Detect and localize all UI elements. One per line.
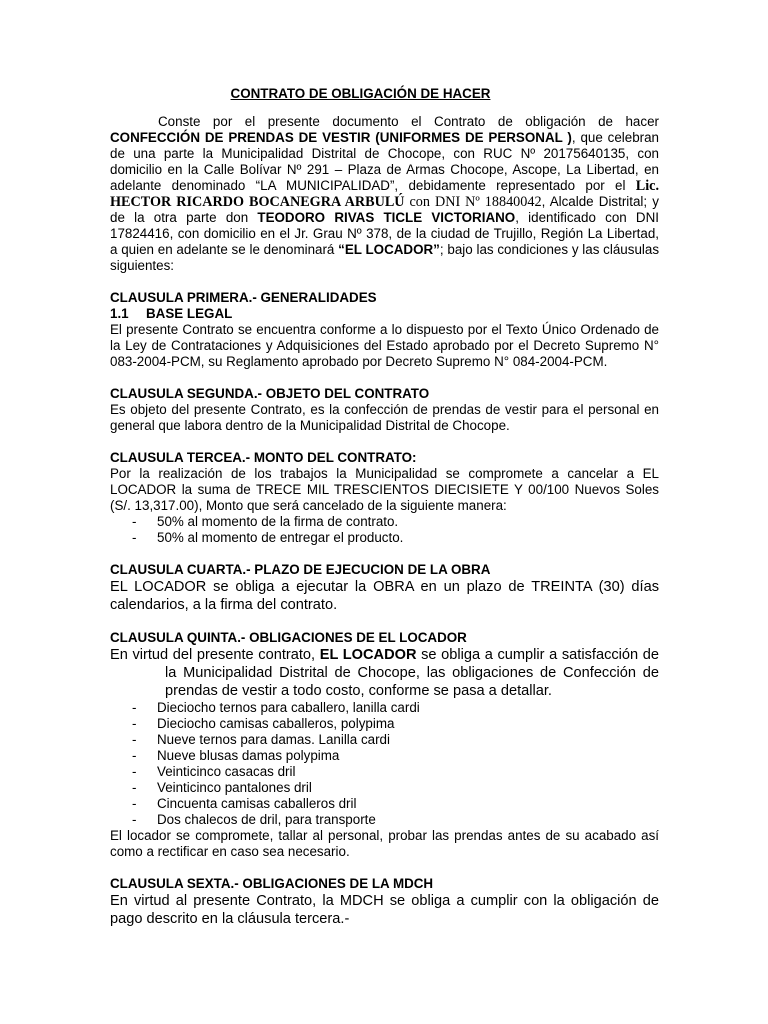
clause-1-subheading [110, 306, 659, 322]
clause-1-sub-number: 1.1 [110, 306, 129, 321]
clause-4-text: EL LOCADOR se obliga a ejecutar la OBRA en un plazo de TREINTA (30) días calendarios, a la firma del contrato. [110, 579, 659, 613]
list-item: - Dos chalecos de dril, para transporte [110, 812, 659, 828]
list-item: - Nueve blusas damas polypima [110, 748, 659, 764]
locador-alias: “EL LOCADOR” [338, 242, 440, 257]
payment-list [110, 514, 659, 546]
intro-text-5: ; bajo las condiciones y las cláusulas siguientes: [110, 242, 660, 273]
contract-object: CONFECCIÓN DE PRENDAS DE VESTIR (UNIFORMES DE PERSONAL ) [110, 130, 572, 145]
intro-text-3: , Alcalde Distrital; y de la otra parte don [110, 194, 659, 225]
document-body [110, 86, 659, 928]
clause-1-text: El presente Contrato se encuentra conforme a lo dispuesto por el Texto Único Ordenado de la Ley de Contrataciones y Adquisiciones del Estado aprobado por el Decreto Supremo N° 083-2004-PCM, su Reglamento aprobado por Decreto Supremo N° 084-2004-PCM. [110, 322, 659, 369]
intro-text-1: Conste por el presente documento el Contrato de obligación de hacer [158, 114, 659, 129]
clause-2-heading: CLAUSULA SEGUNDA.- OBJETO DEL CONTRATO [110, 386, 430, 401]
clause-1-heading: CLAUSULA PRIMERA.- GENERALIDADES [110, 290, 377, 305]
clause-3-text: Por la realización de los trabajos la Municipalidad se compromete a cancelar a EL LOCADOR la suma de TRECE MIL TRESCIENTOS DIECISIETE Y 00/100 Nuevos Soles (S/. 13,317.00), Monto que será cancelado de la siguiente manera: [110, 466, 659, 513]
list-item: - 50% al momento de entregar el producto. [110, 530, 659, 546]
list-item: - Nueve ternos para damas. Lanilla cardi [110, 732, 659, 748]
garment-list [110, 700, 659, 828]
clause-5-text [110, 646, 659, 700]
clause-5-locador: EL LOCADOR [319, 647, 417, 663]
clause-2-text: Es objeto del presente Contrato, es la confección de prendas de vestir para el personal en general que labora dentro de la Municipalidad Distrital de Chocope. [110, 402, 659, 433]
clause-3-heading: CLAUSULA TERCEA.- MONTO DEL CONTRATO: [110, 450, 417, 465]
intro-text-4: , identificado con DNI 17824416, con domicilio en el Jr. Grau Nº 378, de la ciudad de Trujillo, Región La Libertad, a quien en adelante se le denominará [110, 210, 659, 257]
list-item: - Cincuenta camisas caballeros dril [110, 796, 659, 812]
representative-dni: con DNI Nº 18840042 [404, 194, 542, 210]
list-item: - 50% al momento de la firma de contrato. [110, 514, 659, 530]
list-item: - Veinticinco pantalones dril [110, 780, 659, 796]
intro-text-2: , que celebran de una parte la Municipalidad Distrital de Chocope, con RUC Nº 20175640135, con domicilio en la Calle Bolívar Nº 291 – Plaza de Armas Chocope, Ascope, La Libertad, en adelante denominado “LA MUNICIPALIDAD”, debidamente representado por el [110, 130, 659, 193]
clause-5-after: El locador se compromete, tallar al personal, probar las prendas antes de su acabado así como a rectificar en caso sea necesario. [110, 828, 659, 859]
representative-name: Lic. HECTOR RICARDO BOCANEGRA ARBULÚ [110, 178, 659, 210]
clause-6-text: En virtud al presente Contrato, la MDCH se obliga a cumplir con la obligación de pago descrito en la cláusula tercera.- [110, 893, 659, 927]
clause-4-heading: CLAUSULA CUARTA.- PLAZO DE EJECUCION DE LA OBRA [110, 562, 491, 577]
clause-5-text-1: En virtud del presente contrato, [110, 647, 320, 663]
intro-paragraph [110, 114, 659, 274]
clause-1-sub-title: BASE LEGAL [146, 306, 233, 321]
clause-5-heading: CLAUSULA QUINTA.- OBLIGACIONES DE EL LOCADOR [110, 630, 467, 645]
clause-6-heading: CLAUSULA SEXTA.- OBLIGACIONES DE LA MDCH [110, 876, 434, 891]
list-item: - Veinticinco casacas dril [110, 764, 659, 780]
list-item: - Dieciocho camisas caballeros, polypima [110, 716, 659, 732]
document-title: CONTRATO DE OBLIGACIÓN DE HACER [230, 86, 491, 101]
locador-name: TEODORO RIVAS TICLE VICTORIANO [257, 210, 516, 225]
list-item: - Dieciocho ternos para caballero, lanilla cardi [110, 700, 659, 716]
clause-5-text-2: se obliga a cumplir a satisfacción de la Municipalidad Distrital de Chocope, las obligaciones de Confección de prendas de vestir a todo costo, conforme se pasa a detallar. [165, 647, 659, 699]
